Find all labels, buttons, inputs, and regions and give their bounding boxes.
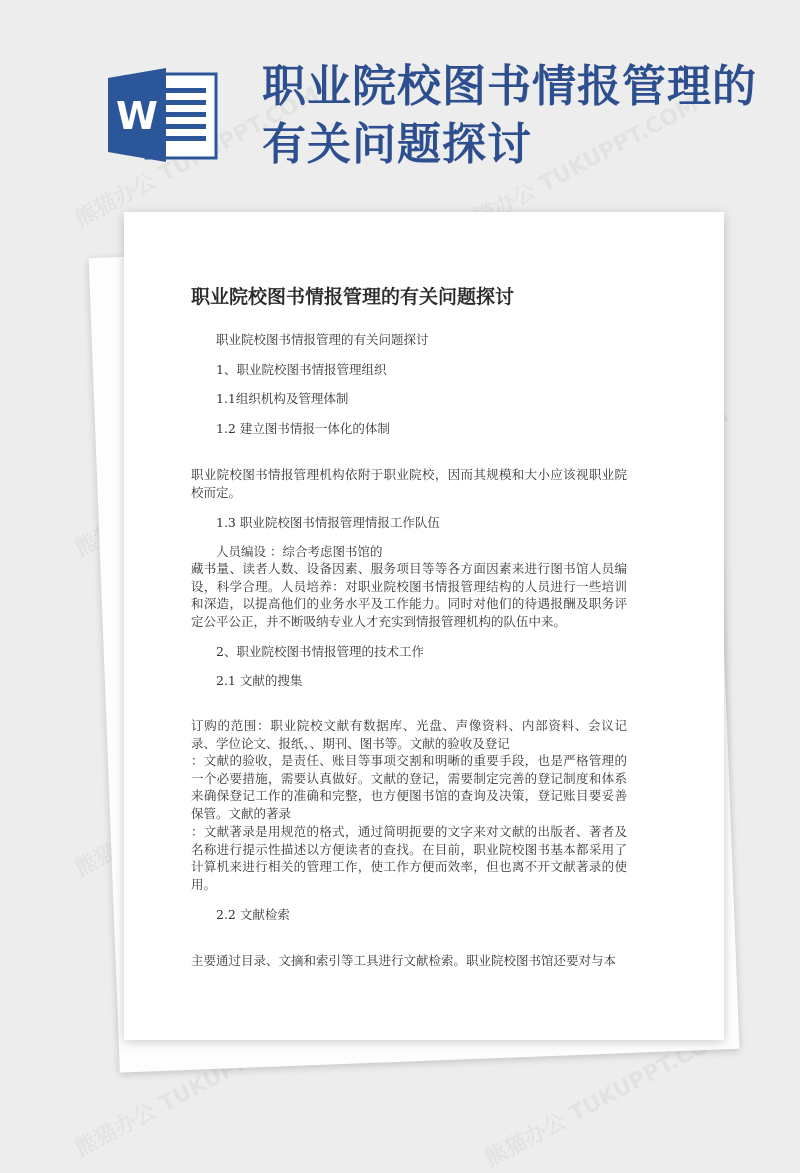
paragraph: 订购的范围：职业院校文献有数据库、光盘、声像资料、内部资料、会议记录、学位论文、报纸、、期刊、图书等。文献的验收及登记 [191,718,627,751]
paragraph: ：文献著录是用规范的格式，通过简明扼要的文字来对文献的出版者、著者及名称进行提示性描述以方便读者的查找。在目前，职业院校图书基本都采用了计算机来进行相关的管理工作，使工作方便而效率，但也离不开文献著录的使用。 [191,824,627,892]
paragraph: 职业院校图书情报管理机构依附于职业院校，因而其规模和大小应该视职业院校而定。 [191,467,627,500]
subsection-heading: 1.3 职业院校图书情报管理情报工作队伍 [216,515,440,530]
paragraph: 藏书量、读者人数、设备因素、服务项目等等各方面因素来进行图书馆人员编设，科学合理。人员培养：对职业院校图书情报管理结构的人员进行一些培训和深造，以提高他们的业务水平及工作能力。同时对他们的待遇报酬及职务评定公平公正，并不断吸纳专业人才充实到情报管理机构的队伍中来。 [191,561,627,629]
subsection-heading: 2.2 文献检索 [216,907,290,922]
paragraph: 人员编设 ：综合考虑图书馆的 [216,544,383,559]
document-title: 职业院校图书情报管理的有关问题探讨 [191,286,515,308]
word-letter: W [116,94,158,138]
section-heading: 2、职业院校图书情报管理的技术工作 [216,644,424,659]
subsection-heading: 1.1组织机构及管理体制 [216,391,349,406]
paragraph: 主要通过目录、文摘和索引等工具进行文献检索。职业院校图书馆还要对与本 [191,953,617,968]
paragraph: ：文献的验收，是责任、账目等事项交割和明晰的重要手段，也是严格管理的一个必要措施，需要认真做好。文献的登记，需要制定完善的登记制度和体系来确保登记工作的准确和完整，也方便图书馆的查询及决策，登记账目要妥善保管。文献的著录 [191,753,627,821]
header-title: 职业院校图书情报管理的有关问题探讨 [262,61,757,170]
word-document-icon [108,66,220,164]
paragraph: 职业院校图书情报管理的有关问题探讨 [216,332,429,347]
section-heading: 1、职业院校图书情报管理组织 [216,362,387,377]
subsection-heading: 2.1 文献的搜集 [216,673,303,688]
subsection-heading: 1.2 建立图书情报一体化的体制 [216,421,390,436]
